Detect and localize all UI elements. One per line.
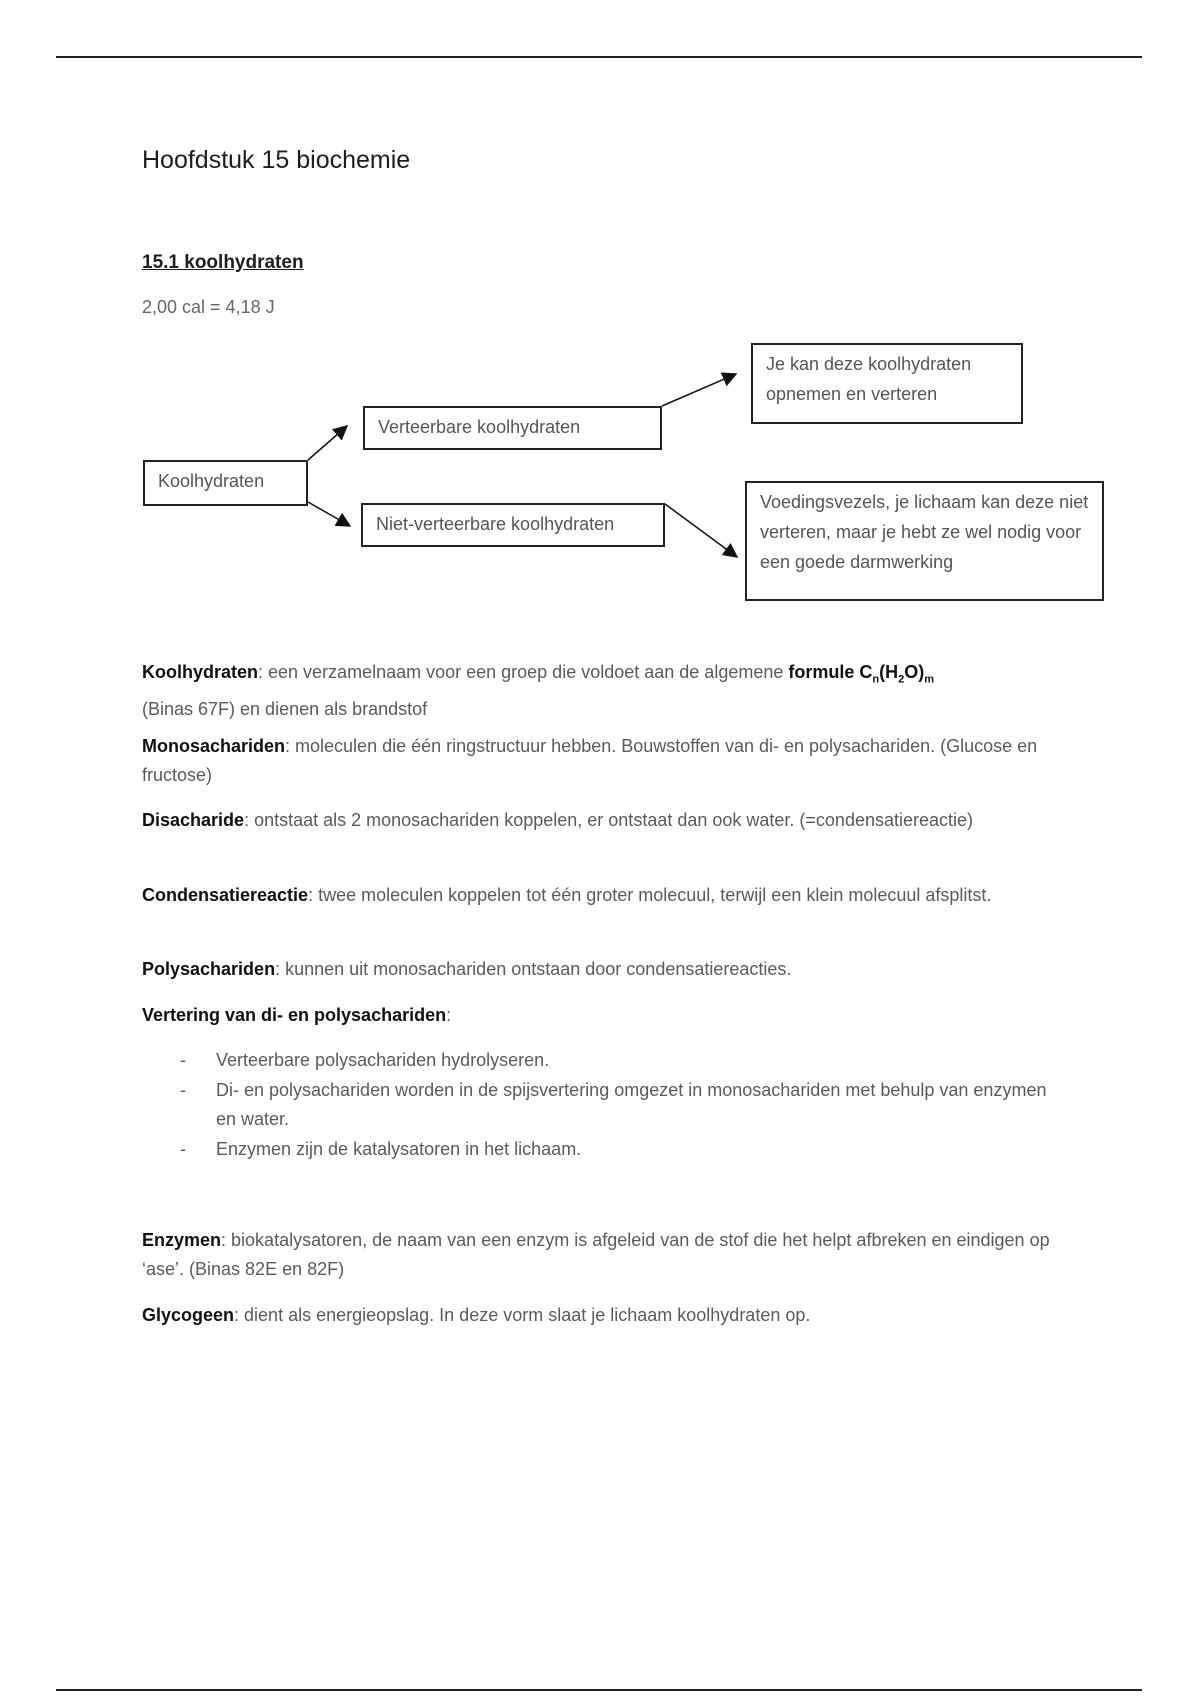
term-vertering: Vertering van di- en polysachariden	[142, 1005, 447, 1025]
bullet-dash: -	[180, 1050, 186, 1070]
bullet-dash: -	[180, 1080, 186, 1100]
definition-text: : een verzamelnaam voor een groep die voldoet aan de algemene	[258, 662, 789, 682]
box-koolhydraten: Koolhydraten	[143, 460, 308, 506]
box-verteerbare: Verteerbare koolhydraten	[363, 406, 662, 450]
definition-polysachariden	[142, 955, 1062, 984]
term-glycogeen: Glycogeen	[142, 1305, 235, 1325]
arrow-root-to-digestible	[308, 426, 347, 460]
arrow-non-digestible-to-note	[665, 504, 737, 557]
definition-text: : dient als energieopslag. In deze vorm slaat je lichaam koolhydraten op.	[234, 1305, 811, 1325]
term-enzymen: Enzymen	[142, 1230, 222, 1250]
arrow-digestible-to-note	[662, 374, 736, 406]
definition-vertering	[142, 1001, 1062, 1030]
definition-text: : twee moleculen koppelen tot één groter molecuul, terwijl een klein molecuul afsplitst.	[308, 885, 992, 905]
box-non-digestible-note: Voedingsvezels, je lichaam kan deze niet verteren, maar je hebt ze wel nodig voor een goede darmwerking	[745, 481, 1104, 601]
term-koolhydraten: Koolhydraten	[142, 662, 259, 682]
definition-text: : ontstaat als 2 monosachariden koppelen, er ontstaat dan ook water. (=condensatiereactie)	[244, 810, 974, 830]
definition-koolhydraten	[142, 658, 1062, 724]
definition-enzymen	[142, 1226, 1062, 1284]
list-item: - Enzymen zijn de katalysatoren in het lichaam.	[142, 1135, 1062, 1164]
term-disacharide: Disacharide	[142, 810, 245, 830]
conversion-line: 2,00 cal = 4,18 J	[142, 297, 275, 317]
definition-monosachariden	[142, 732, 1062, 790]
box-digestible-note: Je kan deze koolhydraten opnemen en verteren	[751, 343, 1023, 424]
page-title: Hoofdstuk 15 biochemie	[142, 146, 411, 174]
definition-condensatiereactie	[142, 881, 1062, 910]
section-heading: 15.1 koolhydraten	[142, 252, 304, 273]
term-monosachariden: Monosachariden	[142, 736, 286, 756]
term-polysachariden: Polysachariden	[142, 959, 276, 979]
list-item: - Di- en polysachariden worden in de spijsvertering omgezet in monosachariden met behulp van enzymen en water.	[142, 1076, 1062, 1134]
definition-text: : moleculen die één ringstructuur hebben. Bouwstoffen van di- en polysachariden. (Glucose en fructose)	[142, 736, 1038, 785]
vertering-list	[142, 1046, 1062, 1165]
footer-rule	[56, 1689, 1142, 1691]
bullet-dash: -	[180, 1139, 186, 1159]
definition-text: : biokatalysatoren, de naam van een enzym is afgeleid van de stof die het helpt afbreken en eindigen op ‘ase’. (Binas 82E en 82F)	[142, 1230, 1050, 1279]
definition-text: (Binas 67F) en dienen als brandstof	[142, 698, 428, 719]
definition-text: : kunnen uit monosachariden ontstaan door condensatiereacties.	[275, 959, 792, 979]
definition-glycogeen	[142, 1301, 1062, 1330]
arrow-root-to-non-digestible	[308, 502, 350, 526]
definition-disacharide	[142, 806, 1062, 835]
definition-text: :	[446, 1005, 452, 1025]
term-condensatiereactie: Condensatiereactie	[142, 885, 309, 905]
box-niet-verteerbare: Niet-verteerbare koolhydraten	[361, 503, 665, 547]
formula: formule $C_n(H_2O)_m$	[788, 662, 935, 686]
list-item: - Verteerbare polysachariden hydrolyseren.	[142, 1046, 1062, 1075]
